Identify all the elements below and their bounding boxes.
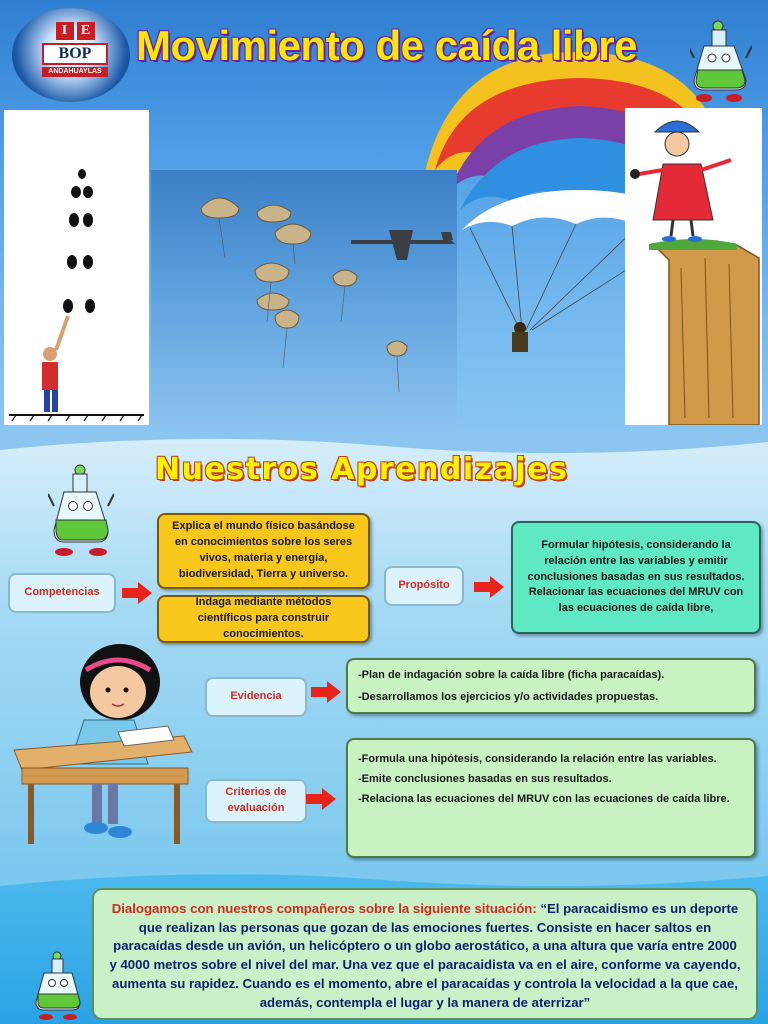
evidencia-box (346, 658, 756, 714)
arrow-right-icon (474, 576, 504, 598)
proposito-label: Propósito (384, 566, 464, 606)
criterio-item: -Formula una hipótesis, considerando la relación entre las variables. (358, 753, 717, 765)
arrow-right-icon (306, 788, 336, 810)
logo-letter: E (77, 22, 95, 40)
criterio-item: -Emite conclusiones basadas en sus resultados. (358, 772, 612, 785)
dialog-body: “El paracaidismo es un deporte que realizan las personas que gozan de las emociones fuertes. Consiste en hacer saltos en paracaídas desde un avión, un helicóptero o un globo aerostático, a una altura que varía entre 2000 y 4000 metros sobre el nivel del mar. Una vez que el paracaidista va en el aire, conforme va cayendo, aumenta su rapidez. Cuando es el momento, abre el paracaídas y controla la velocidad a la que cae, además, contempla el lugar y la manera de aterrizar” (109, 901, 741, 1010)
girl-studying-illustration (8, 640, 208, 850)
evidencia-label: Evidencia (205, 677, 307, 717)
competencia-2-box: Indaga mediante métodos científicos para construir conocimientos. (157, 595, 370, 643)
competencias-label: Competencias (8, 573, 116, 613)
logo-subtitle: ANDAHUAYLAS (42, 67, 108, 77)
logo-name: BOP (42, 43, 108, 65)
criterio-item: -Relaciona las ecuaciones del MRUV con las ecuaciones de caída libre. (358, 792, 730, 805)
header-banner (0, 0, 768, 432)
arrow-right-icon (122, 582, 152, 604)
cliff-girl-illustration (625, 108, 762, 425)
falling-objects-illustration (4, 110, 149, 425)
section-subtitle: Nuestros Aprendizajes (155, 452, 569, 487)
flask-mascot-icon (48, 462, 114, 558)
page-title: Movimiento de caída libre (136, 22, 637, 69)
dialog-box (92, 888, 758, 1020)
proposito-box: Formular hipótesis, considerando la relación entre las variables y emitir conclusiones basadas en sus resultados. Relacionar las ecuaciones del MRUV con las ecuaciones de caída libre, (511, 521, 761, 634)
arrow-right-icon (311, 681, 341, 703)
flask-mascot-icon (32, 950, 84, 1022)
dialog-lead: Dialogamos con nuestros compañeros sobre la siguiente situación: (111, 901, 537, 916)
criterios-box (346, 738, 756, 858)
paratroopers-photo (151, 170, 457, 428)
evidencia-item: -Desarrollamos los ejercicios y/o actividades propuestas. (358, 690, 659, 703)
criterios-label: Criterios de evaluación (205, 779, 307, 823)
competencia-1-box: Explica el mundo físico basándose en conocimientos sobre los seres vivos, materia y energía, biodiversidad, Tierra y universo. (157, 513, 370, 589)
flask-mascot-icon (690, 18, 752, 102)
evidencia-item: -Plan de indagación sobre la caída libre (ficha paracaídas). (358, 669, 665, 681)
school-logo (12, 8, 130, 102)
logo-letter: I (56, 22, 74, 40)
